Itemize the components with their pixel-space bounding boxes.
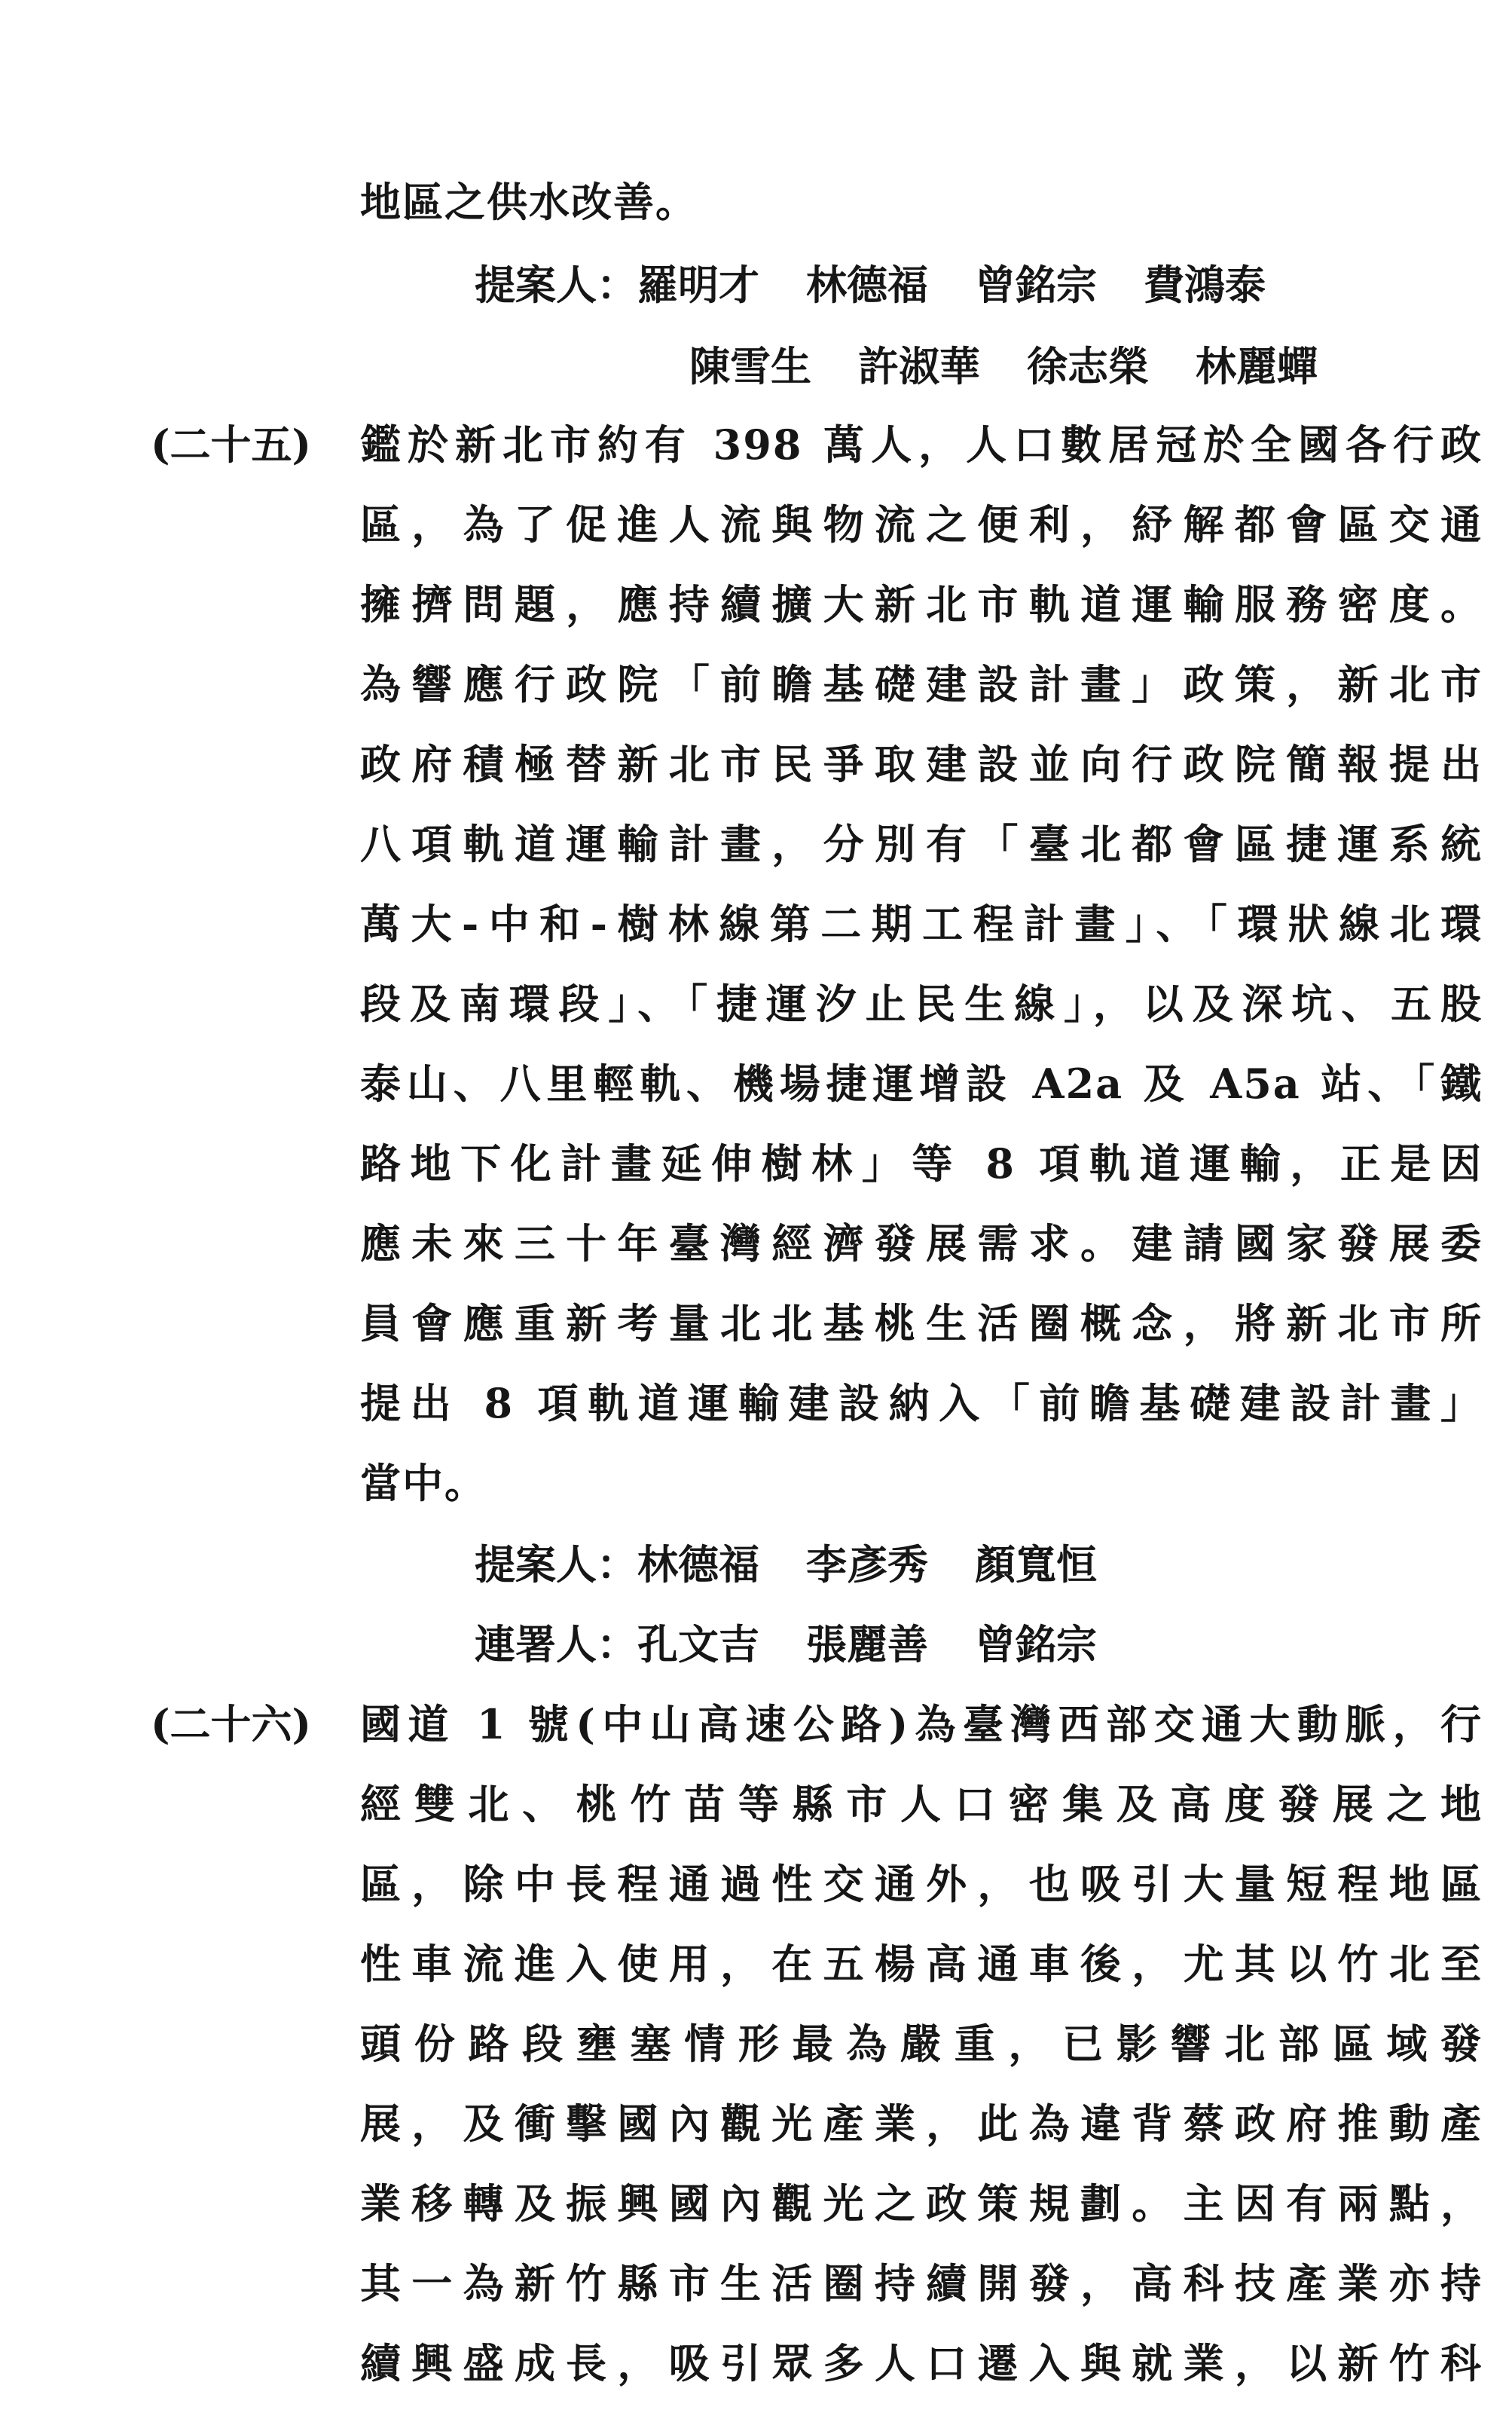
cosigner-name: 曾銘宗 [975, 1620, 1097, 1668]
proposer-name: 陳雪生 [689, 342, 811, 390]
item25-line-4: 為響應行政院「前瞻基礎建設計畫」政策，新北市 [360, 660, 1483, 708]
proposer-name: 李彥秀 [806, 1540, 928, 1589]
item25-proposers [475, 1540, 1097, 1589]
item25-line-14: 當中。 [360, 1459, 487, 1507]
item24-tail-line: 地區之供水改善。 [360, 178, 698, 226]
item26-line-3: 區，除中長程通過性交通外，也吸引大量短程地區 [360, 1860, 1483, 1908]
item25-line-8: 段及南環段」、「捷運汐止民生線」，以及深坑、五股 [360, 980, 1483, 1028]
item26-label: (二十六) [151, 1700, 312, 1748]
proposer-name: 羅明才 [637, 261, 759, 309]
item25-line-9: 泰山、八里輕軌、機場捷運增設 A2a 及 A5a 站、「鐵 [360, 1060, 1483, 1108]
item25-label: (二十五) [151, 420, 312, 469]
item25-line-5: 政府積極替新北市民爭取建設並向行政院簡報提出 [360, 740, 1483, 788]
item25-line-6: 八項軌道運輸計畫，分別有「臺北都會區捷運系統 [360, 820, 1483, 868]
item24-proposers-row1 [475, 261, 1266, 309]
item26-line-5: 頭份路段壅塞情形最為嚴重，已影響北部區域發 [360, 2020, 1483, 2068]
item25-line-13: 提出 8 項軌道運輸建設納入「前瞻基礎建設計畫」 [360, 1379, 1483, 1427]
item25-line-12: 員會應重新考量北北基桃生活圈概念，將新北市所 [360, 1299, 1483, 1347]
proposers-label: 提案人： [475, 1540, 637, 1589]
item25-cosigners [475, 1620, 1097, 1668]
proposer-name: 曾銘宗 [975, 261, 1097, 309]
proposer-name: 費鴻泰 [1144, 261, 1266, 309]
proposer-name: 徐志榮 [1027, 342, 1149, 390]
item26-line-9: 續興盛成長，吸引眾多人口遷入與就業，以新竹科 [360, 2339, 1483, 2387]
proposer-name: 林麗蟬 [1196, 342, 1318, 390]
cosigners-label: 連署人： [475, 1620, 637, 1668]
proposers-label: 提案人： [475, 261, 637, 309]
item26-line-8: 其一為新竹縣市生活圈持續開發，高科技產業亦持 [360, 2259, 1483, 2307]
cosigner-name: 孔文吉 [637, 1620, 759, 1668]
item25-line-11: 應未來三十年臺灣經濟發展需求。建請國家發展委 [360, 1219, 1483, 1268]
proposer-name: 林德福 [806, 261, 928, 309]
item26-line-6: 展，及衝擊國內觀光產業，此為違背蔡政府推動產 [360, 2099, 1483, 2148]
item26-line-7: 業移轉及振興國內觀光之政策規劃。主因有兩點， [360, 2179, 1483, 2228]
proposer-name: 顏寬恒 [975, 1540, 1097, 1589]
proposer-name: 林德福 [637, 1540, 759, 1589]
proposer-name: 許淑華 [858, 342, 980, 390]
cosigner-name: 張麗善 [806, 1620, 928, 1668]
item25-line-2: 區，為了促進人流與物流之便利，紓解都會區交通 [360, 500, 1483, 549]
item26-line-1: 國道 1 號(中山高速公路)為臺灣西部交通大動脈，行 [360, 1700, 1483, 1748]
item25-line-3: 擁擠問題，應持續擴大新北市軌道運輸服務密度。 [360, 580, 1483, 628]
item24-proposers-row2 [689, 342, 1318, 390]
item25-line-7: 萬大-中和-樹林線第二期工程計畫」、「環狀線北環 [360, 900, 1483, 948]
item25-line-1: 鑑於新北市約有 398 萬人，人口數居冠於全國各行政 [360, 420, 1483, 469]
item26-line-4: 性車流進入使用，在五楊高通車後，尤其以竹北至 [360, 1940, 1483, 1988]
item26-line-2: 經雙北、桃竹苗等縣市人口密集及高度發展之地 [360, 1780, 1483, 1828]
item25-line-10: 路地下化計畫延伸樹林」等 8 項軌道運輸，正是因 [360, 1139, 1483, 1188]
